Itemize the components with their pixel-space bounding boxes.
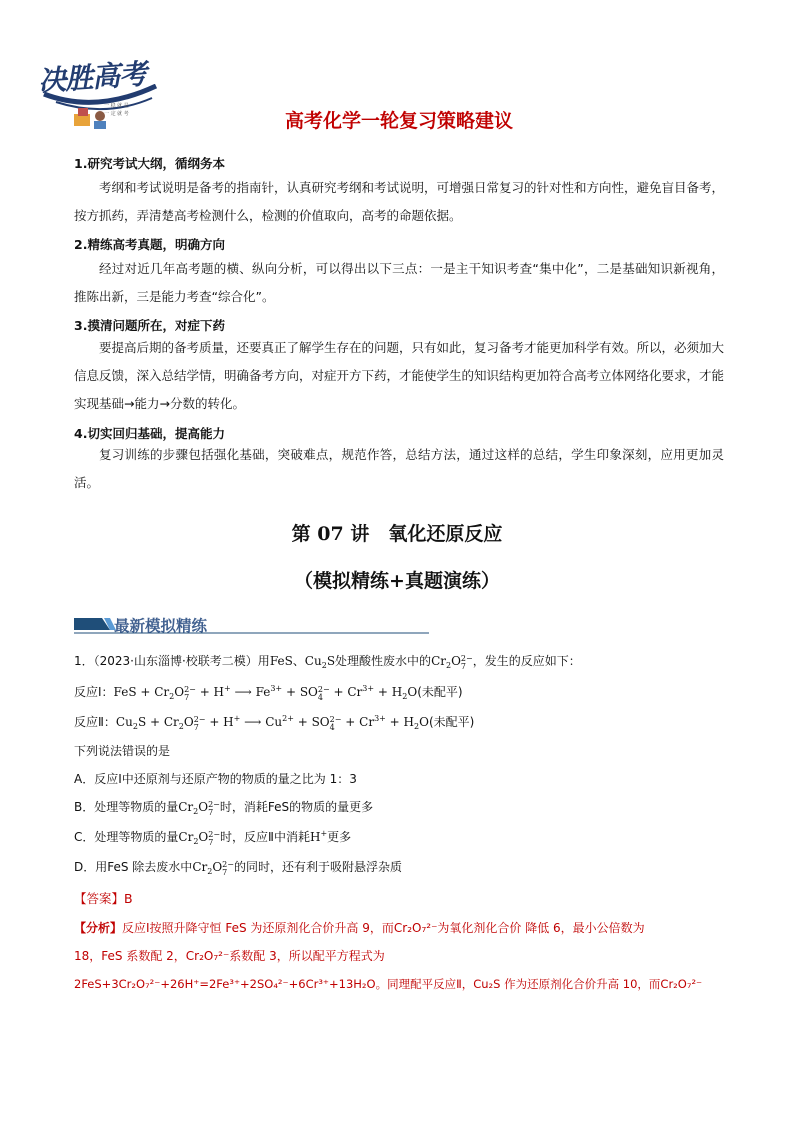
question-prompt: 下列说法错误的是 [74,744,171,758]
lecture-title: 第 07 讲 氧化还原反应 [291,523,503,545]
analysis-line-2: 18，FeS 系数配 2，Cr₂O₇²⁻系数配 3，所以配平方程式为 [74,949,385,963]
answer: 【答案】B [74,891,133,906]
stem-prefix: 1．（2023·山东淄博·校联考二模）用 [74,654,270,668]
option-b-post: 时，消耗FeS的物质的量更多 [219,800,374,814]
analysis-line-1-text: 反应Ⅰ按照升降守恒 FeS 为还原剂化合价升高 9，而Cr₂O₇²⁻为氧化剂化合价 降低 6，最小公倍数为 [122,921,645,935]
section-1-body: 考纲和考试说明是备考的指南针，认真研究考纲和考试说明，可增强日常复习的针对性和方向性，避免盲目备考，按方抓药，弄清楚高考检测什么，检测的价值取向，高考的命题依据。 [74,180,725,223]
option-b: B．处理等物质的量$Cr_2O$ 2− 7 时，消耗FeS的物质的量更多 [74,800,374,817]
section-3-heading: 3.摸清问题所在，对症下药 [74,318,225,333]
option-b-pre: B．处理等物质的量 [74,800,179,814]
analysis-line-3: 2FeS+3Cr₂O₇²⁻+26H⁺=2Fe³⁺+2SO₄²⁻+6Cr³⁺+13H₂O。同理配平反应Ⅱ，Cu₂S 作为还原剂化合价升高 10，而Cr₂O₇²⁻ [74,977,703,991]
reaction-1-label: 反应Ⅰ： [74,685,114,699]
section-1-heading: 1.研究考试大纲，循纲务本 [74,156,225,171]
stem-suffix: ，发生的反应如下： [472,654,581,668]
reaction-1-note: (未配平) [417,685,463,699]
lecture-subtitle: （模拟精练+真题演练） [294,570,500,592]
option-d: D．用FeS 除去废水中$Cr_2O$ 2− 7 的同时，还有利于吸附悬浮杂质 [74,860,402,877]
option-c-pre: C．处理等物质的量 [74,830,179,844]
section-3-body: 要提高后期的备考质量，还要真正了解学生存在的问题，只有如此，复习备考才能更加科学有效。所以，必须加大信息反馈，深入总结学情，明确备考方向，对症开方下药，才能使学生的知识结构更加符合高考立体网络化要求，才能实现基础→能力→分数的转化。 [74,340,725,411]
analysis-line-1 [74,914,726,942]
logo-text: 决胜高考 [37,57,148,98]
question-stem: 1．（2023·山东淄博·校联考二模）用FeS、$Cu_2S$处理酸性废水中的$Cr_2O$ 2− 7 ，发生的反应如下： [74,654,581,671]
option-c-post: 更多 [327,830,352,844]
section-2-body: 经过对近几年高考题的横、纵向分析，可以得出以下三点：一是主干知识考查“集中化”，二是基础知识新视角，推陈出新，三是能力考查“综合化”。 [74,261,724,304]
section-4-heading: 4.切实回归基础，提高能力 [74,426,225,441]
reaction-1: 反应Ⅰ：FeS + $Cr_2O$ 2− 7 + H+ ⟶ $Fe^{3+}$ + SO 2− 4 + $Cr^{3+} + H_2O$(未配平) [74,684,463,702]
logo-sub2: 一 定 就 考 [104,111,129,117]
section-4-body: 复习训练的步骤包括强化基础，突破难点，规范作答，总结方法，通过这样的总结，学生印象深刻，应用更加灵活。 [74,447,724,490]
option-c: C．处理等物质的量$Cr_2O$ 2− 7 时，反应Ⅱ中消耗H+更多 [74,829,352,847]
reaction-2-label: 反应Ⅱ： [74,715,116,729]
stem-mid: 处理酸性废水中的 [335,654,432,668]
option-c-mid: 时，反应Ⅱ中消耗 [220,830,310,844]
reaction-2: 反应Ⅱ：$Cu_2S + Cr_2O$ 2− 7 + H+ ⟶ $Cu^{2+}$ + SO 2− 4 + $Cr^{3+} + H_2O$(未配平) [74,714,475,732]
logo-sub1: 一 稳 就 是 [104,103,129,109]
section-banner [74,612,429,636]
analysis [74,914,726,998]
section-2-heading: 2.精练高考真题，明确方向 [74,237,225,252]
page-title: 高考化学一轮复习策略建议 [284,110,513,132]
reaction-2-note: (未配平) [428,715,475,729]
analysis-label: 【分析】 [74,921,123,935]
banner-label: 最新模拟精练 [114,617,208,635]
option-d-pre: D．用FeS 除去废水中 [74,860,193,874]
option-d-post: 的同时，还有利于吸附悬浮杂质 [233,860,402,874]
option-a: A．反应Ⅰ中还原剂与还原产物的物质的量之比为 1：3 [74,772,357,786]
